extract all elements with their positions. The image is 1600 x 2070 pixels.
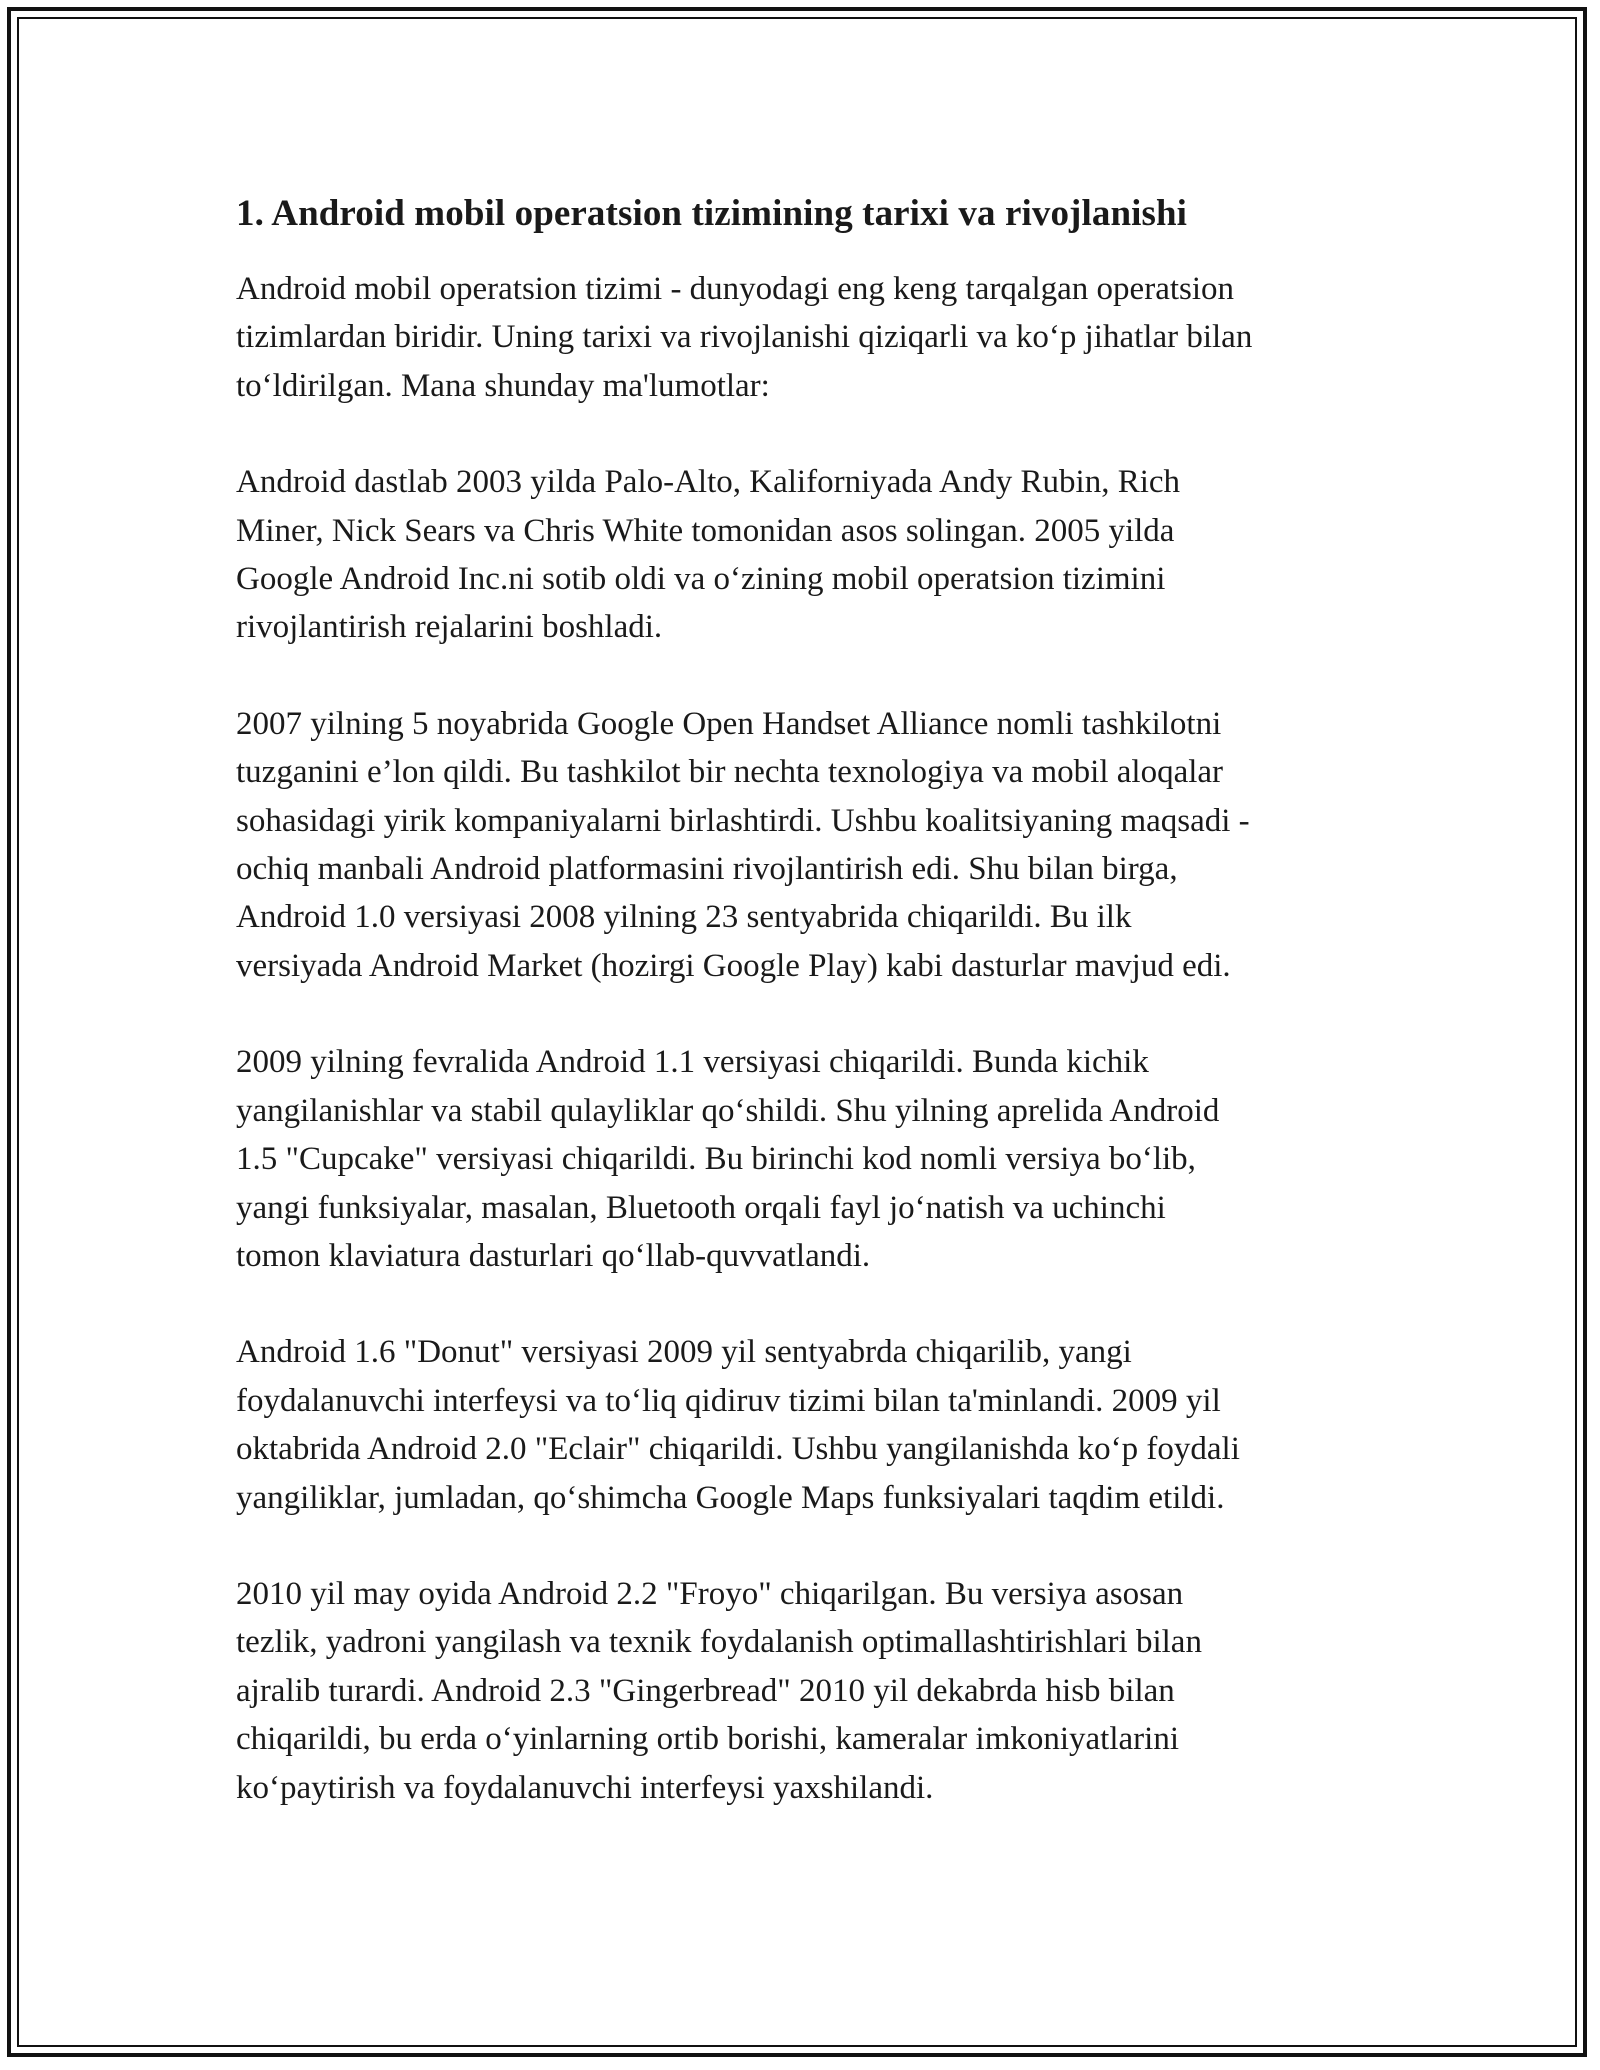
paragraph-line: 2007 yilning 5 noyabrida Google Open Handset Alliance nomli tashkilotni [236,705,1222,742]
paragraph [236,1570,1366,1812]
paragraph-line: rivojlantirish rejalarini boshladi. [236,609,663,646]
paragraph [236,458,1366,652]
paragraph-line: Miner, Nick Sears va Chris White tomonidan asos solingan. 2005 yilda [236,512,1175,549]
paragraph-line: to‘ldirilgan. Mana shunday ma'lumotlar: [236,367,770,404]
paragraph-line: Google Android Inc.ni sotib oldi va o‘zining mobil operatsion tizimini [236,561,1166,598]
document-body [236,186,1366,1860]
paragraph [236,700,1366,990]
paragraph-line: sohasidagi yirik kompaniyalarni birlashtirdi. Ushbu koalitsiyaning maqsadi - [236,802,1250,839]
paragraph-line: Android 1.0 versiyasi 2008 yilning 23 sentyabrida chiqarildi. Bu ilk [236,899,1132,936]
paragraph [236,1038,1366,1280]
paragraph-line: ochiq manbali Android platformasini rivojlantirish edi. Shu bilan birga, [236,851,1178,888]
paragraph-line: tezlik, yadroni yangilash va texnik foydalanish optimallashtirishlari bilan [236,1624,1202,1661]
paragraph-line: tomon klaviatura dasturlari qo‘llab-quvvatlandi. [236,1237,871,1274]
paragraph [236,265,1366,410]
paragraph-line: Android dastlab 2003 yilda Palo-Alto, Kaliforniyada Andy Rubin, Rich [236,464,1181,501]
section-heading: 1. Android mobil operatsion tizimining tarixi va rivojlanishi [236,193,1188,234]
paragraph-line: 2009 yilning fevralida Android 1.1 versiyasi chiqarildi. Bunda kichik [236,1044,1149,1081]
paragraph-line: yangiliklar, jumladan, qo‘shimcha Google Maps funksiyalari taqdim etildi. [236,1479,1225,1516]
paragraph-line: 1.5 "Cupcake" versiyasi chiqarildi. Bu birinchi kod nomli versiya bo‘lib, [236,1141,1196,1178]
paragraph-line: Android mobil operatsion tizimi - dunyodagi eng keng tarqalgan operatsion [236,271,1235,307]
paragraph-line: oktabrida Android 2.0 "Eclair" chiqarildi. Ushbu yangilanishda ko‘p foydali [236,1431,1240,1468]
paragraph [236,1328,1366,1522]
paragraph-line: 2010 yil may oyida Android 2.2 "Froyo" chiqarilgan. Bu versiya asosan [236,1575,1184,1612]
paragraph-line: yangi funksiyalar, masalan, Bluetooth orqali fayl jo‘natish va uchinchi [236,1189,1166,1226]
paragraph-list [236,265,1366,1812]
paragraph-line: ajralib turardi. Android 2.3 "Gingerbread" 2010 yil dekabrda hisb bilan [236,1672,1175,1709]
paragraph-line: tizimlardan biridir. Uning tarixi va rivojlanishi qiziqarli va ko‘p jihatlar bilan [236,319,1253,356]
paragraph-line: Android 1.6 "Donut" versiyasi 2009 yil sentyabrda chiqarilib, yangi [236,1334,1132,1371]
paragraph-line: yangilanishlar va stabil qulayliklar qo‘shildi. Shu yilning aprelida Android [236,1092,1220,1129]
paragraph-line: foydalanuvchi interfeysi va to‘liq qidiruv tizimi bilan ta'minlandi. 2009 yil [236,1382,1221,1419]
paragraph-line: tuzganini e’lon qildi. Bu tashkilot bir nechta texnologiya va mobil aloqalar [236,754,1224,791]
paragraph-line: ko‘paytirish va foydalanuvchi interfeysi yaxshilandi. [236,1769,934,1806]
paragraph-line: chiqarildi, bu erda o‘yinlarning ortib borishi, kameralar imkoniyatlarini [236,1721,1179,1758]
paragraph-line: versiyada Android Market (hozirgi Google Play) kabi dasturlar mavjud edi. [236,947,1231,984]
